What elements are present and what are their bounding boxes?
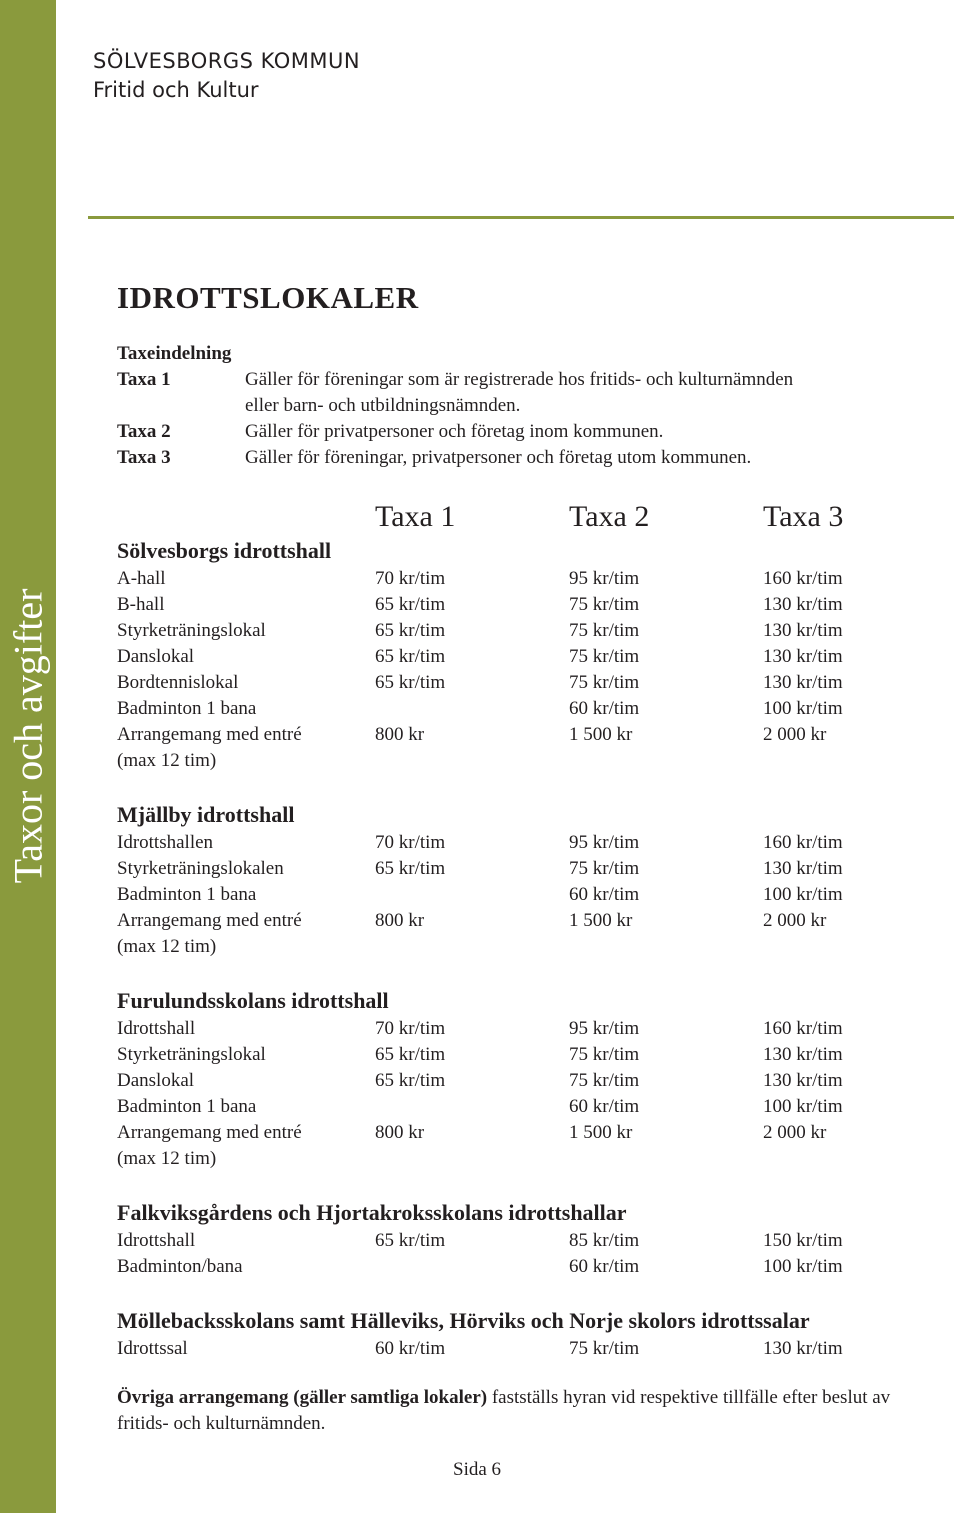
price-taxa-2: 75 kr/tim (569, 1338, 640, 1359)
price-taxa-2: 95 kr/tim (569, 1018, 640, 1039)
tariff-row (117, 830, 917, 856)
facility-title: Mjällby idrottshall (117, 802, 295, 827)
price-taxa-3: 130 kr/tim (763, 1338, 843, 1359)
price-taxa-1: 65 kr/tim (375, 672, 446, 693)
tariff-row (117, 644, 917, 670)
facility-note: (max 12 tim) (117, 750, 217, 771)
tax-class-description: eller barn- och utbildningsnämnden. (245, 395, 521, 416)
price-taxa-3: 2 000 kr (763, 1122, 827, 1143)
facility-name: B-hall (117, 594, 165, 615)
facility-section (117, 1198, 917, 1306)
facility-name: Arrangemang med entré (117, 910, 302, 931)
facility-name: Idrottshallen (117, 832, 214, 853)
other-events-note (117, 1385, 917, 1437)
facility-name: Badminton 1 bana (117, 884, 257, 905)
tax-classification-list (117, 367, 794, 471)
tariff-row (117, 670, 917, 696)
price-taxa-1: 65 kr/tim (375, 620, 446, 641)
sidebar-label: Taxor och avgifter (5, 588, 51, 884)
tax-class-row (117, 393, 521, 419)
tariff-row (117, 1016, 917, 1042)
price-taxa-1: 65 kr/tim (375, 646, 446, 667)
sidebar-band (0, 0, 56, 1513)
facility-title: Möllebacksskolans samt Hälleviks, Hörviks och Norje skolors idrottssalar (117, 1308, 810, 1333)
price-taxa-1: 70 kr/tim (375, 1018, 446, 1039)
price-taxa-1: 65 kr/tim (375, 1230, 446, 1251)
tariff-row (117, 908, 917, 934)
section-spacer (117, 1172, 917, 1198)
facility-section (117, 986, 917, 1198)
price-taxa-1: 70 kr/tim (375, 568, 446, 589)
price-taxa-2: 95 kr/tim (569, 568, 640, 589)
facility-note: (max 12 tim) (117, 936, 217, 957)
price-taxa-2: 75 kr/tim (569, 672, 640, 693)
price-taxa-2: 75 kr/tim (569, 594, 640, 615)
price-taxa-3: 2 000 kr (763, 724, 827, 745)
price-taxa-3: 150 kr/tim (763, 1230, 843, 1251)
tariff-row (117, 696, 917, 722)
header-divider (88, 216, 954, 219)
section-spacer (117, 1280, 917, 1306)
column-header-taxa-3: Taxa 3 (763, 500, 844, 533)
price-taxa-2: 75 kr/tim (569, 1070, 640, 1091)
facility-name: Badminton 1 bana (117, 698, 257, 719)
tariff-row (117, 1336, 917, 1362)
facility-name: Styrketräningslokal (117, 620, 266, 641)
price-taxa-2: 60 kr/tim (569, 698, 640, 719)
facility-title: Furulundsskolans idrottshall (117, 988, 389, 1013)
price-taxa-3: 130 kr/tim (763, 1070, 843, 1091)
facility-name: Idrottshall (117, 1018, 196, 1039)
facility-name: Idrottshall (117, 1230, 196, 1251)
price-taxa-3: 130 kr/tim (763, 646, 843, 667)
column-header-taxa-2: Taxa 2 (569, 500, 650, 533)
tax-classification-heading: Taxeindelning (117, 343, 232, 364)
price-taxa-2: 1 500 kr (569, 1122, 633, 1143)
price-taxa-2: 85 kr/tim (569, 1230, 640, 1251)
tariff-sections (117, 536, 917, 1362)
section-spacer (117, 960, 917, 986)
tariff-row (117, 618, 917, 644)
price-taxa-2: 75 kr/tim (569, 646, 640, 667)
column-headers (117, 500, 917, 536)
tax-class-description: Gäller för privatpersoner och företag inom kommunen. (245, 421, 664, 442)
tax-class-row (117, 367, 794, 393)
price-taxa-3: 160 kr/tim (763, 568, 843, 589)
org-name: SÖLVESBORGS KOMMUN (93, 49, 361, 73)
price-taxa-2: 75 kr/tim (569, 620, 640, 641)
price-taxa-3: 100 kr/tim (763, 884, 843, 905)
price-taxa-3: 130 kr/tim (763, 858, 843, 879)
price-taxa-3: 100 kr/tim (763, 698, 843, 719)
price-taxa-3: 100 kr/tim (763, 1256, 843, 1277)
facility-name: Styrketräningslokal (117, 1044, 266, 1065)
tariff-row (117, 1042, 917, 1068)
column-header-taxa-1: Taxa 1 (375, 500, 456, 533)
price-taxa-1: 65 kr/tim (375, 858, 446, 879)
tariff-row (117, 1120, 917, 1146)
other-events-bold: Övriga arrangemang (gäller samtliga lokaler) (117, 1387, 488, 1408)
tariff-row (117, 592, 917, 618)
price-taxa-1: 70 kr/tim (375, 832, 446, 853)
tax-class-row (117, 419, 664, 445)
tariff-row (117, 882, 917, 908)
facility-note: (max 12 tim) (117, 1148, 217, 1169)
price-taxa-3: 130 kr/tim (763, 672, 843, 693)
tax-class-label: Taxa 3 (117, 447, 171, 468)
price-taxa-3: 130 kr/tim (763, 594, 843, 615)
facility-name: Badminton/bana (117, 1256, 243, 1277)
price-taxa-2: 1 500 kr (569, 910, 633, 931)
tariff-row (117, 856, 917, 882)
price-taxa-3: 100 kr/tim (763, 1096, 843, 1117)
price-taxa-3: 2 000 kr (763, 910, 827, 931)
price-taxa-1: 800 kr (375, 1122, 425, 1143)
facility-name: Danslokal (117, 646, 195, 667)
price-taxa-2: 1 500 kr (569, 724, 633, 745)
facility-title: Sölvesborgs idrottshall (117, 538, 332, 563)
page-title: IDROTTSLOKALER (117, 280, 419, 315)
facility-name: Arrangemang med entré (117, 724, 302, 745)
page-number: Sida 6 (453, 1459, 502, 1480)
tariff-row (117, 722, 917, 748)
facility-section (117, 800, 917, 986)
price-taxa-1: 60 kr/tim (375, 1338, 446, 1359)
tax-class-description: Gäller för föreningar, privatpersoner och företag utom kommunen. (245, 447, 752, 468)
price-taxa-2: 60 kr/tim (569, 1096, 640, 1117)
header (93, 47, 360, 105)
tariff-row (117, 1068, 917, 1094)
tariff-row (117, 1094, 917, 1120)
price-taxa-3: 160 kr/tim (763, 832, 843, 853)
price-taxa-3: 130 kr/tim (763, 1044, 843, 1065)
price-taxa-1: 800 kr (375, 910, 425, 931)
price-taxa-2: 60 kr/tim (569, 1256, 640, 1277)
facility-name: Bordtennislokal (117, 672, 239, 693)
facility-name: Idrottssal (117, 1338, 188, 1359)
department-name: Fritid och Kultur (93, 78, 259, 102)
price-taxa-2: 60 kr/tim (569, 884, 640, 905)
facility-section (117, 1306, 917, 1362)
facility-name: Badminton 1 bana (117, 1096, 257, 1117)
tax-class-description: Gäller för föreningar som är registrerade hos fritids- och kulturnämnden (245, 369, 794, 390)
section-spacer (117, 774, 917, 800)
facility-name: Styrketräningslokalen (117, 858, 284, 879)
tariff-row (117, 566, 917, 592)
other-events-text: fastställs hyran vid respektive tillfälle efter beslut av fritids- och kulturnämnden. (117, 1387, 891, 1434)
price-taxa-3: 160 kr/tim (763, 1018, 843, 1039)
price-taxa-1: 65 kr/tim (375, 1044, 446, 1065)
price-taxa-3: 130 kr/tim (763, 620, 843, 641)
price-taxa-2: 75 kr/tim (569, 858, 640, 879)
tariff-table (117, 500, 917, 1362)
price-taxa-1: 65 kr/tim (375, 1070, 446, 1091)
facility-name: Arrangemang med entré (117, 1122, 302, 1143)
tax-classification (117, 341, 794, 471)
tax-class-row (117, 445, 752, 471)
facility-name: A-hall (117, 568, 166, 589)
facility-name: Danslokal (117, 1070, 195, 1091)
tax-class-label: Taxa 1 (117, 369, 171, 390)
tax-class-label: Taxa 2 (117, 421, 171, 442)
price-taxa-1: 800 kr (375, 724, 425, 745)
price-taxa-1: 65 kr/tim (375, 594, 446, 615)
facility-section (117, 536, 917, 800)
price-taxa-2: 95 kr/tim (569, 832, 640, 853)
price-taxa-2: 75 kr/tim (569, 1044, 640, 1065)
facility-title: Falkviksgårdens och Hjortakroksskolans idrottshallar (117, 1200, 627, 1225)
tariff-row (117, 1254, 917, 1280)
tariff-row (117, 1228, 917, 1254)
